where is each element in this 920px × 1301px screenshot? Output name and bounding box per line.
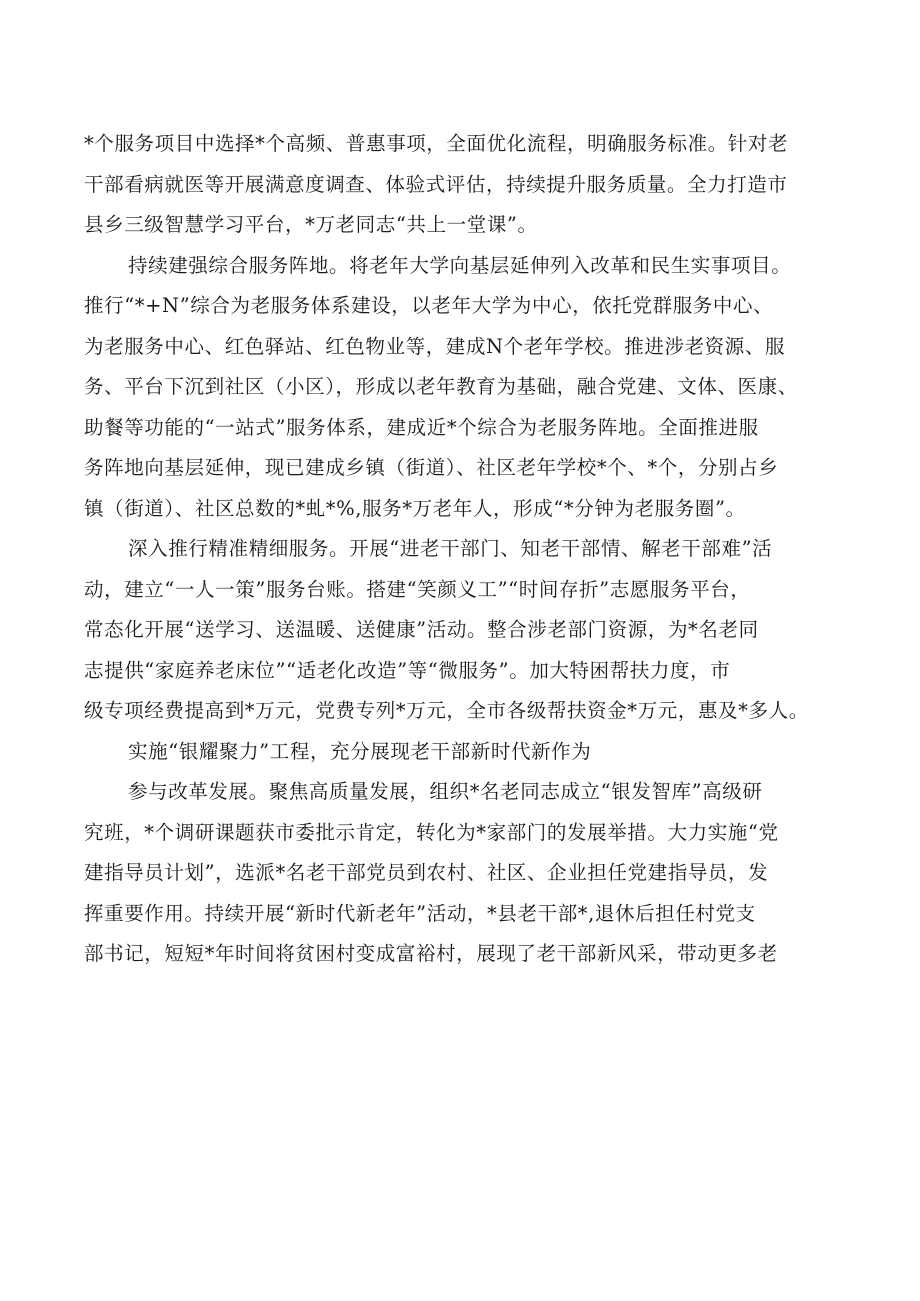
- paragraph-precise-services: [84, 529, 852, 732]
- text-line: 常态化开展“送学习、送温暖、送健康”活动。整合涉老部门资源，为*名老同: [84, 618, 759, 641]
- text-line: 建指导员计划”，选派*名老干部党员到农村、社区、企业担任党建指导员，发: [84, 861, 769, 884]
- paragraph-service-items: [84, 124, 852, 246]
- text-line: 助餐等功能的“一站式”服务体系，建成近*个综合为老服务阵地。全面推进服: [84, 415, 759, 439]
- text-line: 县乡三级智慧学习平台，*万老同志“共上一堂课”。: [84, 213, 538, 236]
- text-line: 镇（街道）、社区总数的*虬*%,服务*万老年人，形成“*分钟为老服务圈”。: [84, 496, 746, 520]
- paragraph-service-positions: [84, 246, 852, 530]
- text-line: 参与改革发展。聚焦高质量发展，组织*名老同志成立“银发智库”高级研: [128, 780, 763, 803]
- text-line: 深入推行精准精细服务。开展“进老干部门、知老干部情、解老干部难”活: [128, 537, 773, 560]
- text-line: 部书记，短短*年时间将贫困村变成富裕村，展现了老干部新风采，带动更多老: [84, 942, 778, 965]
- section-heading: [84, 732, 852, 773]
- text-line: 究班，*个调研课题获市委批示肯定，转化为*家部门的发展举措。大力实施“党: [84, 820, 779, 844]
- text-line: 为老服务中心、红色驿站、红色物业等，建成N个老年学校。推进涉老资源、服: [84, 334, 786, 358]
- text-line: 干部看病就医等开展满意度调查、体验式评估，持续提升服务质量。全力打造市: [84, 172, 788, 196]
- document-body: [84, 124, 852, 975]
- text-line: 持续建强综合服务阵地。将老年大学向基层延伸列入改革和民生实事项目。: [128, 253, 792, 277]
- text-line: *个服务项目中选择*个高频、普惠事项，全面优化流程，明确服务标准。针对老: [84, 132, 789, 155]
- text-line: 推行“*+N”综合为老服务体系建设，以老年大学为中心，依托党群服务中心、: [84, 294, 774, 317]
- text-line: 动，建立“一人一策”服务台账。搭建“笑颜义工”“时间存折”志愿服务平台，: [84, 577, 751, 601]
- text-line: 务阵地向基层延伸，现已建成乡镇（街道）、社区老年学校*个、*个，分别占乡: [84, 456, 779, 479]
- text-line: 务、平台下沉到社区（小区），形成以老年教育为基础，融合党建、文体、医康、: [84, 375, 798, 398]
- text-line: 挥重要作用。持续开展“新时代新老年”活动，*县老干部*,退休后担任村党支: [84, 901, 756, 925]
- paragraph-reform-participation: [84, 772, 852, 975]
- text-line: 志提供“家庭养老床位”“适老化改造”等“微服务”。加大特困帮扶力度，市: [84, 658, 731, 682]
- heading-line: 实施“银耀聚力”工程，充分展现老干部新时代新作为: [128, 739, 592, 763]
- text-line: 级专项经费提高到*万元，党费专列*万元，全市各级帮扶资金*万元，惠及*多人。: [84, 699, 809, 722]
